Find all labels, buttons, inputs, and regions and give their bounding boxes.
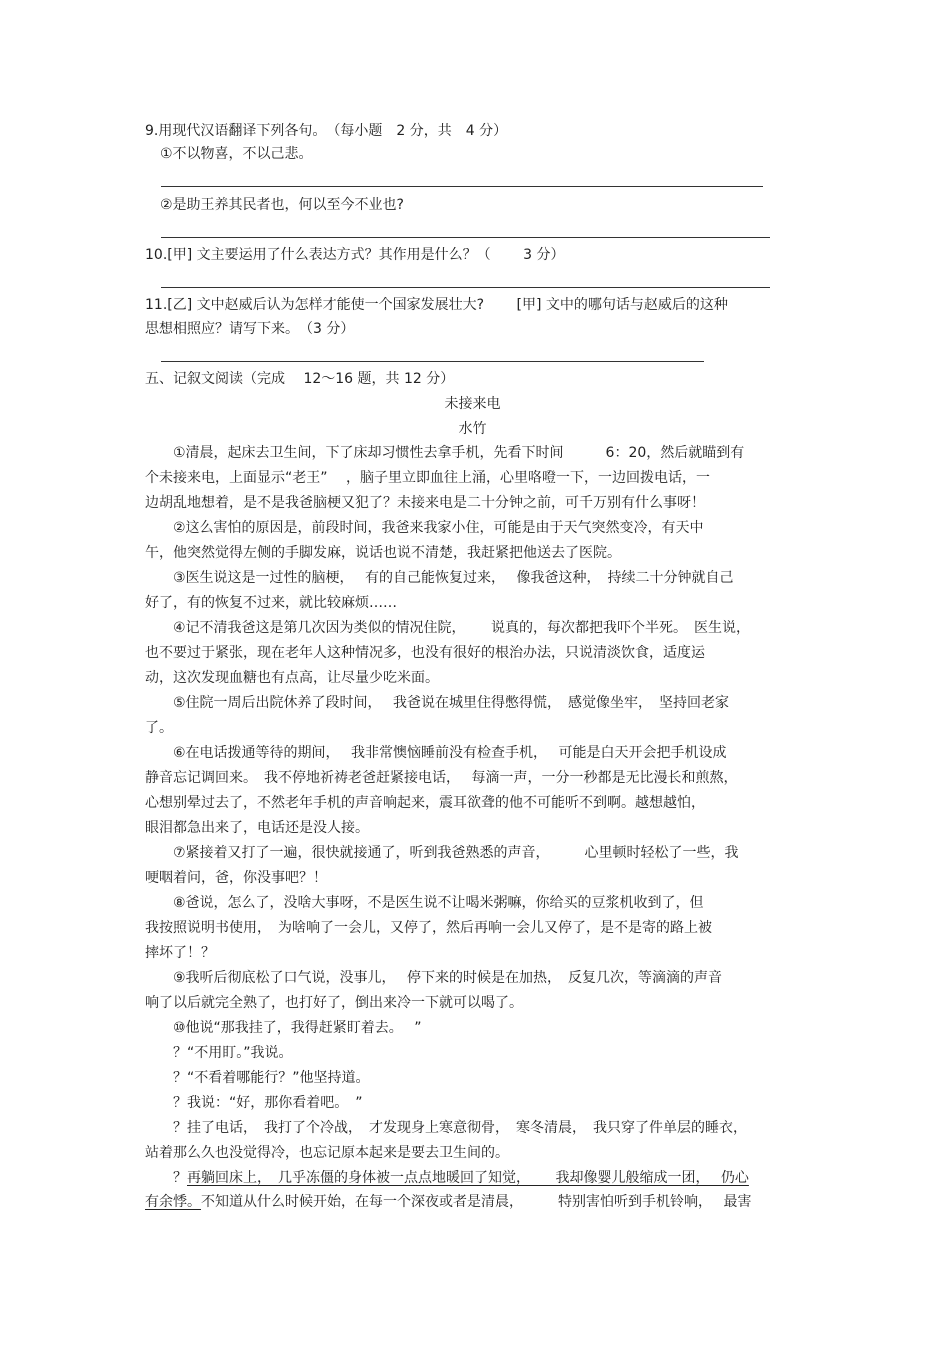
- article-line: 我按照说明书使用， 为啥响了一会儿，又停了，然后再响一会儿又停了，是不是寄的路上被: [145, 920, 712, 936]
- underlined-sentence: 再躺回床上， 几乎冻僵的身体被一点点地暖回了知觉， 我却像婴儿般缩成一团， 仍心: [187, 1170, 749, 1186]
- article-line-underlined: [145, 1168, 749, 1188]
- article-line: 个未接来电，上面显示“老王” ，脑子里立即血往上涌，心里咯噔一下，一边回拨电话，一: [145, 470, 710, 486]
- article-line: ⑩他说“那我挂了，我得赶紧盯着去。 ”: [145, 1020, 422, 1036]
- article-line: 动，这次发现血糖也有点高，让尽量少吃米面。: [145, 670, 439, 686]
- article-line: ⑨我听后彻底松了口气说，没事儿， 停下来的时候是在加热， 反复几次，等滴滴的声音: [145, 970, 722, 986]
- article-line: ？“不用盯。”我说。: [145, 1045, 293, 1061]
- article-line: ⑦紧接着又打了一遍，很快就接通了，听到我爸熟悉的声音， 心里顿时轻松了一些，我: [145, 845, 739, 861]
- article-line: ④记不清我爸这是第几次因为类似的情况住院， 说真的，每次都把我吓个半死。 医生说，: [145, 620, 750, 636]
- article-line: 也不要过于紧张，现在老年人这种情况多，也没有很好的根治办法，只说清淡饮食，适度运: [145, 645, 705, 661]
- q11-line-2: 思想相照应？请写下来。 （3 分）: [145, 321, 355, 337]
- article-line: 站着那么久也没觉得冷，也忘记原本起来是要去卫生间的。: [145, 1145, 509, 1161]
- article-line: ？“不看着哪能行？”他坚持道。: [145, 1070, 370, 1086]
- article-author: 水竹: [458, 421, 487, 437]
- article-line: 边胡乱地想着，是不是我爸脑梗又犯了？未接来电是二十分钟之前，可千万别有什么事呀！: [145, 495, 705, 511]
- article-line: ⑥在电话拨通等待的期间， 我非常懊恼睡前没有检查手机， 可能是白天开会把手机设成: [145, 745, 727, 761]
- article-line: 哽咽着问，爸，你没事吧？！: [145, 870, 327, 886]
- q9-title: 9.用现代汉语翻译下列各句。 （每小题 2 分，共 4 分）: [145, 123, 508, 139]
- article-title: 未接来电: [444, 396, 501, 412]
- q9-item-2: ②是助王养其民者也，何以至今不业也?: [160, 197, 404, 213]
- answer-line: [161, 186, 763, 187]
- section-heading: 五、记叙文阅读（完成 12～16 题，共 12 分）: [145, 371, 455, 387]
- underlined-sentence-end: 有余悸。: [145, 1194, 201, 1210]
- article-line: ②这么害怕的原因是，前段时间，我爸来我家小住，可能是由于天气突然变冷，有天中: [145, 520, 704, 536]
- article-line: ③医生说这是一过性的脑梗， 有的自己能恢复过来， 像我爸这种， 持续二十分钟就自己: [145, 570, 734, 586]
- article-line: 了。: [145, 720, 173, 736]
- q11-line-1: 11.[乙] 文中赵威后认为怎样才能使一个国家发展壮大? [甲] 文中的哪句话与赵威后的这种: [145, 297, 728, 313]
- article-line: 心想别晕过去了，不然老年手机的声音响起来，震耳欲聋的他不可能听不到啊。越想越怕，: [145, 795, 705, 811]
- article-line: ？挂了电话， 我打了个冷战， 才发现身上寒意彻骨， 寒冬清晨， 我只穿了件单层的睡衣，: [145, 1120, 747, 1136]
- final-text: 不知道从什么时候开始，在每一个深夜或者是清晨， 特别害怕听到手机铃响， 最害: [201, 1194, 752, 1210]
- q9-item-1: ①不以物喜，不以己悲。: [160, 146, 313, 162]
- article-line: ？我说：“好，那你看着吧。 ”: [145, 1095, 363, 1111]
- article-line: 眼泪都急出来了，电话还是没人接。: [145, 820, 369, 836]
- answer-line: [161, 237, 770, 238]
- article-line-final: [145, 1192, 751, 1212]
- answer-line: [161, 287, 770, 288]
- article-line: 好了，有的恢复不过来，就比较麻烦……: [145, 595, 397, 611]
- article-line: ⑧爸说，怎么了，没啥大事呀，不是医生说不让喝米粥嘛，你给买的豆浆机收到了，但: [145, 895, 704, 911]
- article-line: 摔坏了！？: [145, 945, 215, 961]
- q10-text: 10.[甲] 文主要运用了什么表达方式？其作用是什么？（ 3 分）: [145, 247, 565, 263]
- article-line: 响了以后就完全熟了，也打好了，倒出来冷一下就可以喝了。: [145, 995, 523, 1011]
- answer-line: [161, 361, 704, 362]
- paragraph-prefix: ？: [145, 1170, 187, 1186]
- article-line: ①清晨，起床去卫生间，下了床却习惯性去拿手机，先看下时间 6：20，然后就瞄到有: [145, 445, 745, 461]
- article-line: 静音忘记调回来。 我不停地祈祷老爸赶紧接电话， 每滴一声，一分一秒都是无比漫长和煎熬，: [145, 770, 738, 786]
- article-line: 午，他突然觉得左侧的手脚发麻，说话也说不清楚，我赶紧把他送去了医院。: [145, 545, 621, 561]
- article-line: ⑤住院一周后出院休养了段时间， 我爸说在城里住得憋得慌， 感觉像坐牢， 坚持回老家: [145, 695, 729, 711]
